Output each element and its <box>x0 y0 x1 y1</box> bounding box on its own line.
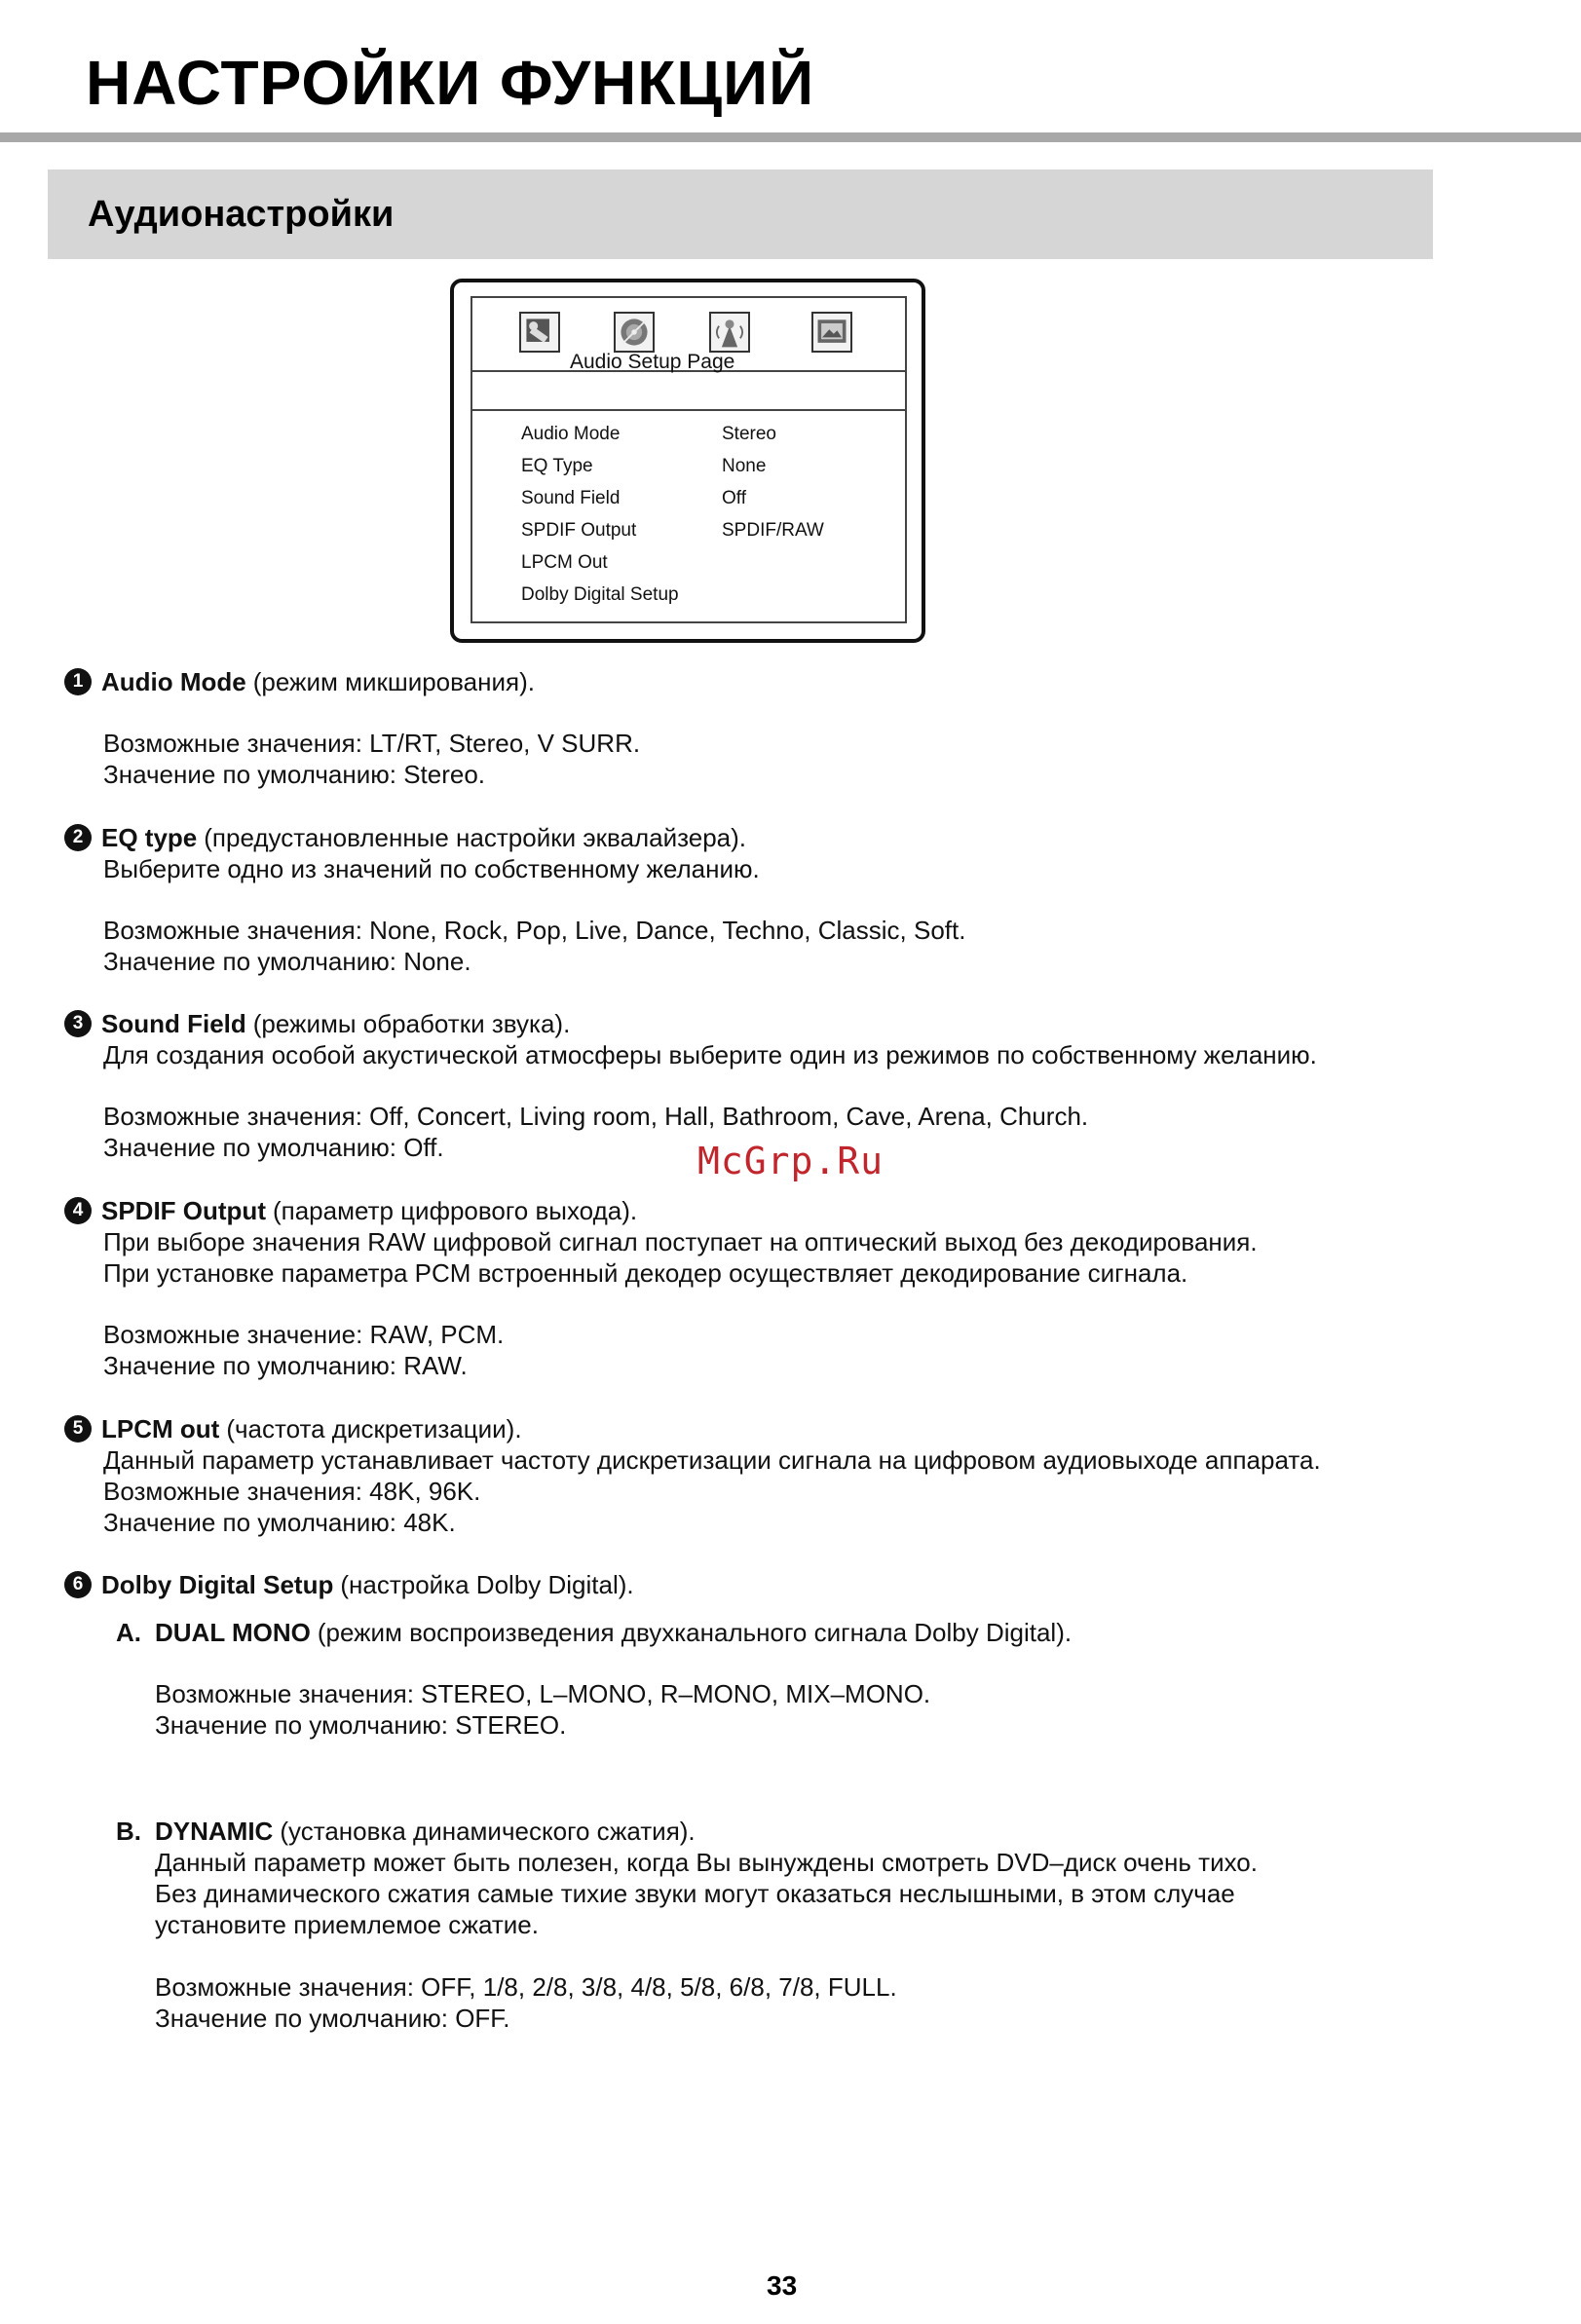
item-title: SPDIF Output <box>101 1196 266 1225</box>
page-number: 33 <box>767 2270 798 2301</box>
item-text: Возможные значения: 48K, 96K. <box>103 1477 481 1506</box>
item-text: При выборе значения RAW цифровой сигнал поступает на оптический выход без декодирования. <box>103 1227 1258 1256</box>
item-text: Значение по умолчанию: Off. <box>103 1133 444 1162</box>
subitem-description: (режим воспроизведения двухканального сигнала Dolby Digital). <box>317 1618 1073 1647</box>
osd-row-value: None <box>722 456 767 476</box>
item-text: Возможные значения: LT/RT, Stereo, V SURR. <box>103 729 641 758</box>
osd-row-value: Stereo <box>722 424 776 444</box>
subitem-title: DYNAMIC <box>155 1817 274 1846</box>
item-title: Audio Mode <box>101 667 246 696</box>
osd-row-label: LPCM Out <box>521 552 608 573</box>
item-heading <box>64 1569 634 1600</box>
item-description: (режим микширования). <box>252 667 535 696</box>
item-title: Sound Field <box>101 1009 246 1038</box>
osd-row-label: SPDIF Output <box>521 520 637 541</box>
subitem-letter: A. <box>116 1618 141 1647</box>
subitem-title: DUAL MONO <box>155 1618 311 1647</box>
item-title: LPCM out <box>101 1414 220 1443</box>
speaker-icon <box>709 312 750 353</box>
item-description: (настройка Dolby Digital). <box>340 1570 634 1599</box>
section-header <box>48 169 1433 259</box>
subitem-text: Данный параметр может быть полезен, когда Вы вынуждены смотреть DVD–диск очень тихо. <box>155 1848 1258 1877</box>
item-number: 5 <box>64 1415 92 1443</box>
item-text: Возможные значение: RAW, PCM. <box>103 1320 505 1349</box>
osd-row-label: Audio Mode <box>521 424 621 444</box>
subitem-text: установите приемлемое сжатие. <box>155 1910 539 1939</box>
page-title: НАСТРОЙКИ ФУНКЦИЙ <box>86 48 815 118</box>
item-number: 6 <box>64 1571 92 1598</box>
item-heading <box>64 822 746 853</box>
item-heading <box>64 1008 570 1039</box>
picture-icon <box>811 312 852 353</box>
item-text: Данный параметр устанавливает частоту дискретизации сигнала на цифровом аудиовыходе аппарата. <box>103 1445 1321 1475</box>
subitem-text: Возможные значения: STEREO, L–MONO, R–MONO, MIX–MONO. <box>155 1679 931 1708</box>
item-heading <box>64 1195 637 1226</box>
section-title: Аудионастройки <box>88 194 395 235</box>
osd-row-value: Off <box>722 488 746 508</box>
item-description: (параметр цифрового выхода). <box>272 1196 638 1225</box>
item-heading <box>64 666 535 697</box>
item-text: Для создания особой акустической атмосферы выберите один из режимов по собственному желанию. <box>103 1040 1317 1069</box>
item-text: Выберите одно из значений по собственному желанию. <box>103 854 760 883</box>
item-text: Значение по умолчанию: Stereo. <box>103 760 486 789</box>
subitem-heading <box>116 1816 696 1847</box>
osd-heading: Audio Setup Page <box>570 351 735 373</box>
osd-row-value: SPDIF/RAW <box>722 520 824 541</box>
item-title: Dolby Digital Setup <box>101 1570 334 1599</box>
item-description: (частота дискретизации). <box>226 1414 522 1443</box>
item-number: 1 <box>64 668 92 695</box>
item-text: Значение по умолчанию: None. <box>103 947 471 976</box>
audio-setup-panel <box>471 296 907 623</box>
subitem-description: (установка динамического сжатия). <box>280 1817 696 1846</box>
item-title: EQ type <box>101 823 198 852</box>
item-text: Возможные значения: None, Rock, Pop, Live, Dance, Techno, Classic, Soft. <box>103 916 966 945</box>
item-text: Возможные значения: Off, Concert, Living room, Hall, Bathroom, Cave, Arena, Church. <box>103 1102 1089 1131</box>
item-description: (режимы обработки звука). <box>252 1009 571 1038</box>
disc-icon <box>614 312 655 353</box>
item-number: 2 <box>64 824 92 851</box>
audio-setup-screen <box>450 279 925 643</box>
item-number: 4 <box>64 1197 92 1224</box>
subitem-text: Без динамического сжатия самые тихие звуки могут оказаться неслышными, в этом случае <box>155 1879 1235 1908</box>
item-heading <box>64 1413 522 1444</box>
item-text: Значение по умолчанию: 48K. <box>103 1508 456 1537</box>
subitem-text: Возможные значения: OFF, 1/8, 2/8, 3/8, 4/8, 5/8, 6/8, 7/8, FULL. <box>155 1972 897 2002</box>
osd-row-label: EQ Type <box>521 456 593 476</box>
watermark: McGrp.Ru <box>697 1140 885 1182</box>
osd-row-label: Dolby Digital Setup <box>521 584 679 605</box>
item-text: Значение по умолчанию: RAW. <box>103 1351 468 1380</box>
osd-row-label: Sound Field <box>521 488 621 508</box>
item-text: При установке параметра PCM встроенный декодер осуществляет декодирование сигнала. <box>103 1258 1188 1288</box>
item-description: (предустановленные настройки эквалайзера). <box>204 823 747 852</box>
subitem-text: Значение по умолчанию: STEREO. <box>155 1710 567 1740</box>
wrench-icon <box>519 312 560 353</box>
subitem-heading <box>116 1617 1072 1648</box>
item-number: 3 <box>64 1010 92 1037</box>
subitem-letter: B. <box>116 1817 141 1846</box>
osd-divider <box>472 409 905 411</box>
subitem-text: Значение по умолчанию: OFF. <box>155 2004 510 2033</box>
title-divider <box>0 132 1581 142</box>
